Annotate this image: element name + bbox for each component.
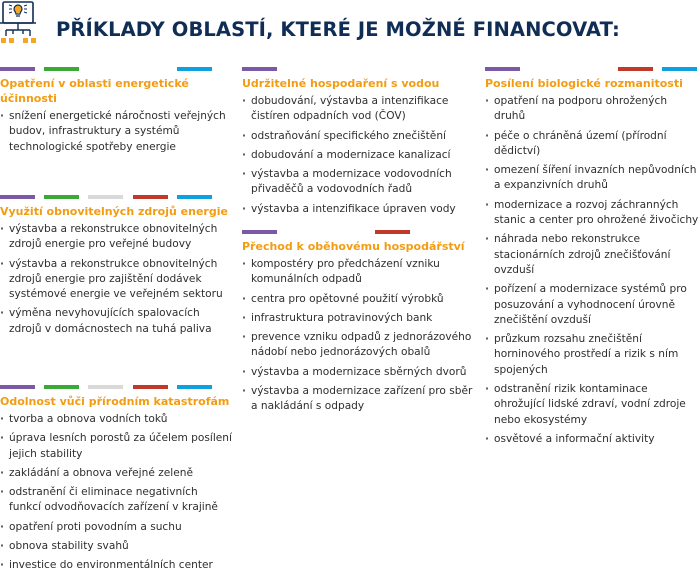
list-item: · prevence vzniku odpadů z jednorázového nádobí nebo jednorázových obalů [242,330,474,361]
list-item: · dobudování a modernizace kanalizací [242,148,474,163]
list-item: · kompostéry pro předcházení vzniku komunálních odpadů [242,257,474,288]
list-item: · centra pro opětovné použití výrobků [242,292,474,307]
category-bar-blue [177,385,212,389]
category-bar-blue [177,67,212,71]
section-heading: Udržitelné hospodaření s vodou [242,77,440,90]
list-item: · infrastruktura potravinových bank [242,311,474,326]
list-item: · výstavba a modernizace vodovodních přivaděčů a vodovodních řadů [242,167,474,198]
list-item: · pořízení a modernizace systémů pro posuzování a vyhodnocení úrovně znečištění ovzduší [485,282,700,328]
category-bar-purple [485,67,520,71]
list-item: · výstavba a intenzifikace úpraven vody [242,202,474,217]
category-bars [0,385,216,389]
category-bar-purple [0,67,35,71]
category-bar-grey [88,195,123,199]
category-bar-red [618,67,653,71]
list-item: · odstranění rizik kontaminace ohrožující lidské zdraví, vodní zdroje nebo ekosystémy [485,382,700,428]
list-item: · odstranění či eliminace negativních funkcí odvodňovacích zařízení v krajině [0,485,232,516]
list-item: · snížení energetické náročnosti veřejných budov, infrastruktury a systémů technologické spotřeby energie [0,109,232,155]
list-item: · péče o chráněná území (přírodní dědictví) [485,129,700,160]
section-heading: Odolnost vůči přírodním katastrofám [0,395,230,408]
category-bars [242,67,458,71]
category-bars [0,195,216,199]
list-item: · opatření na podporu ohrožených druhů [485,94,700,125]
list-item: · výstavba a rekonstrukce obnovitelných zdrojů energie pro veřejné budovy [0,222,232,253]
category-bars [0,67,216,71]
category-bar-green [44,385,79,389]
category-bar-purple [0,195,35,199]
item-list [0,222,232,337]
item-list [485,94,700,447]
list-item: · odstraňování specifického znečištění [242,129,474,144]
section-heading: Přechod k oběhovému hospodářství [242,240,465,253]
category-bars [242,230,458,234]
item-list [0,109,232,155]
list-item: · výstavba a rekonstrukce obnovitelných zdrojů energie pro zajištění dodávek systémové energie ve veřejném sektoru [0,257,232,303]
list-item: · dobudování, výstavba a intenzifikace čistíren odpadních vod (ČOV) [242,94,474,125]
category-bar-purple [242,230,277,234]
category-bar-red [133,195,168,199]
list-item: · výstavba a modernizace sběrných dvorů [242,365,474,380]
section-heading: Opatření v oblasti energetické účinnosti [0,77,189,105]
category-bar-grey [88,385,123,389]
item-list [0,412,232,574]
category-bar-green [44,67,79,71]
list-item: · úprava lesních porostů za účelem posílení jejich stability [0,431,232,462]
list-item: · obnova stability svahů [0,539,232,554]
section-circular-economy [242,230,474,419]
section-heading: Využití obnovitelných zdrojů energie [0,205,228,218]
list-item: · výměna nevyhovujících spalovacích zdrojů v domácnostech na tuhá paliva [0,306,232,337]
item-list [242,257,474,415]
list-item: · náhrada nebo rekonstrukce stacionárních zdrojů znečišťování ovzduší [485,232,700,278]
category-bar-purple [242,67,277,71]
list-item: · průzkum rozsahu znečištění horninového prostředí a rizik s ním spojených [485,332,700,378]
list-item: · osvětové a informační aktivity [485,432,700,447]
list-item: · investice do environmentálních center [0,558,232,573]
section-heading: Posílení biologické rozmanitosti [485,77,683,90]
list-item: · omezení šíření invazních nepůvodních a expanzivních druhů [485,163,700,194]
list-item: · opatření proti povodním a suchu [0,520,232,535]
category-bar-red [133,385,168,389]
category-bar-red [375,230,410,234]
section-water [242,67,474,221]
category-bar-blue [177,195,212,199]
category-bar-purple [0,385,35,389]
list-item: · modernizace a rozvoj záchranných stanic a center pro ohrožené živočichy [485,198,700,229]
list-item: · tvorba a obnova vodních toků [0,412,232,427]
list-item: · zakládání a obnova veřejné zeleně [0,466,232,481]
category-bars [485,67,700,71]
category-bar-blue [662,67,697,71]
item-list [242,94,474,217]
lightbulb-monitor-network-icon [0,0,40,46]
section-biodiversity [485,67,700,451]
page-title: PŘÍKLADY OBLASTÍ, KTERÉ JE MOŽNÉ FINANCOVAT: [56,18,620,41]
section-energy-efficiency [0,67,232,159]
category-bar-green [44,195,79,199]
section-renewables [0,195,232,341]
section-disaster-resilience [0,385,232,578]
list-item: · výstavba a modernizace zařízení pro sběr a nakládání s odpady [242,384,474,415]
